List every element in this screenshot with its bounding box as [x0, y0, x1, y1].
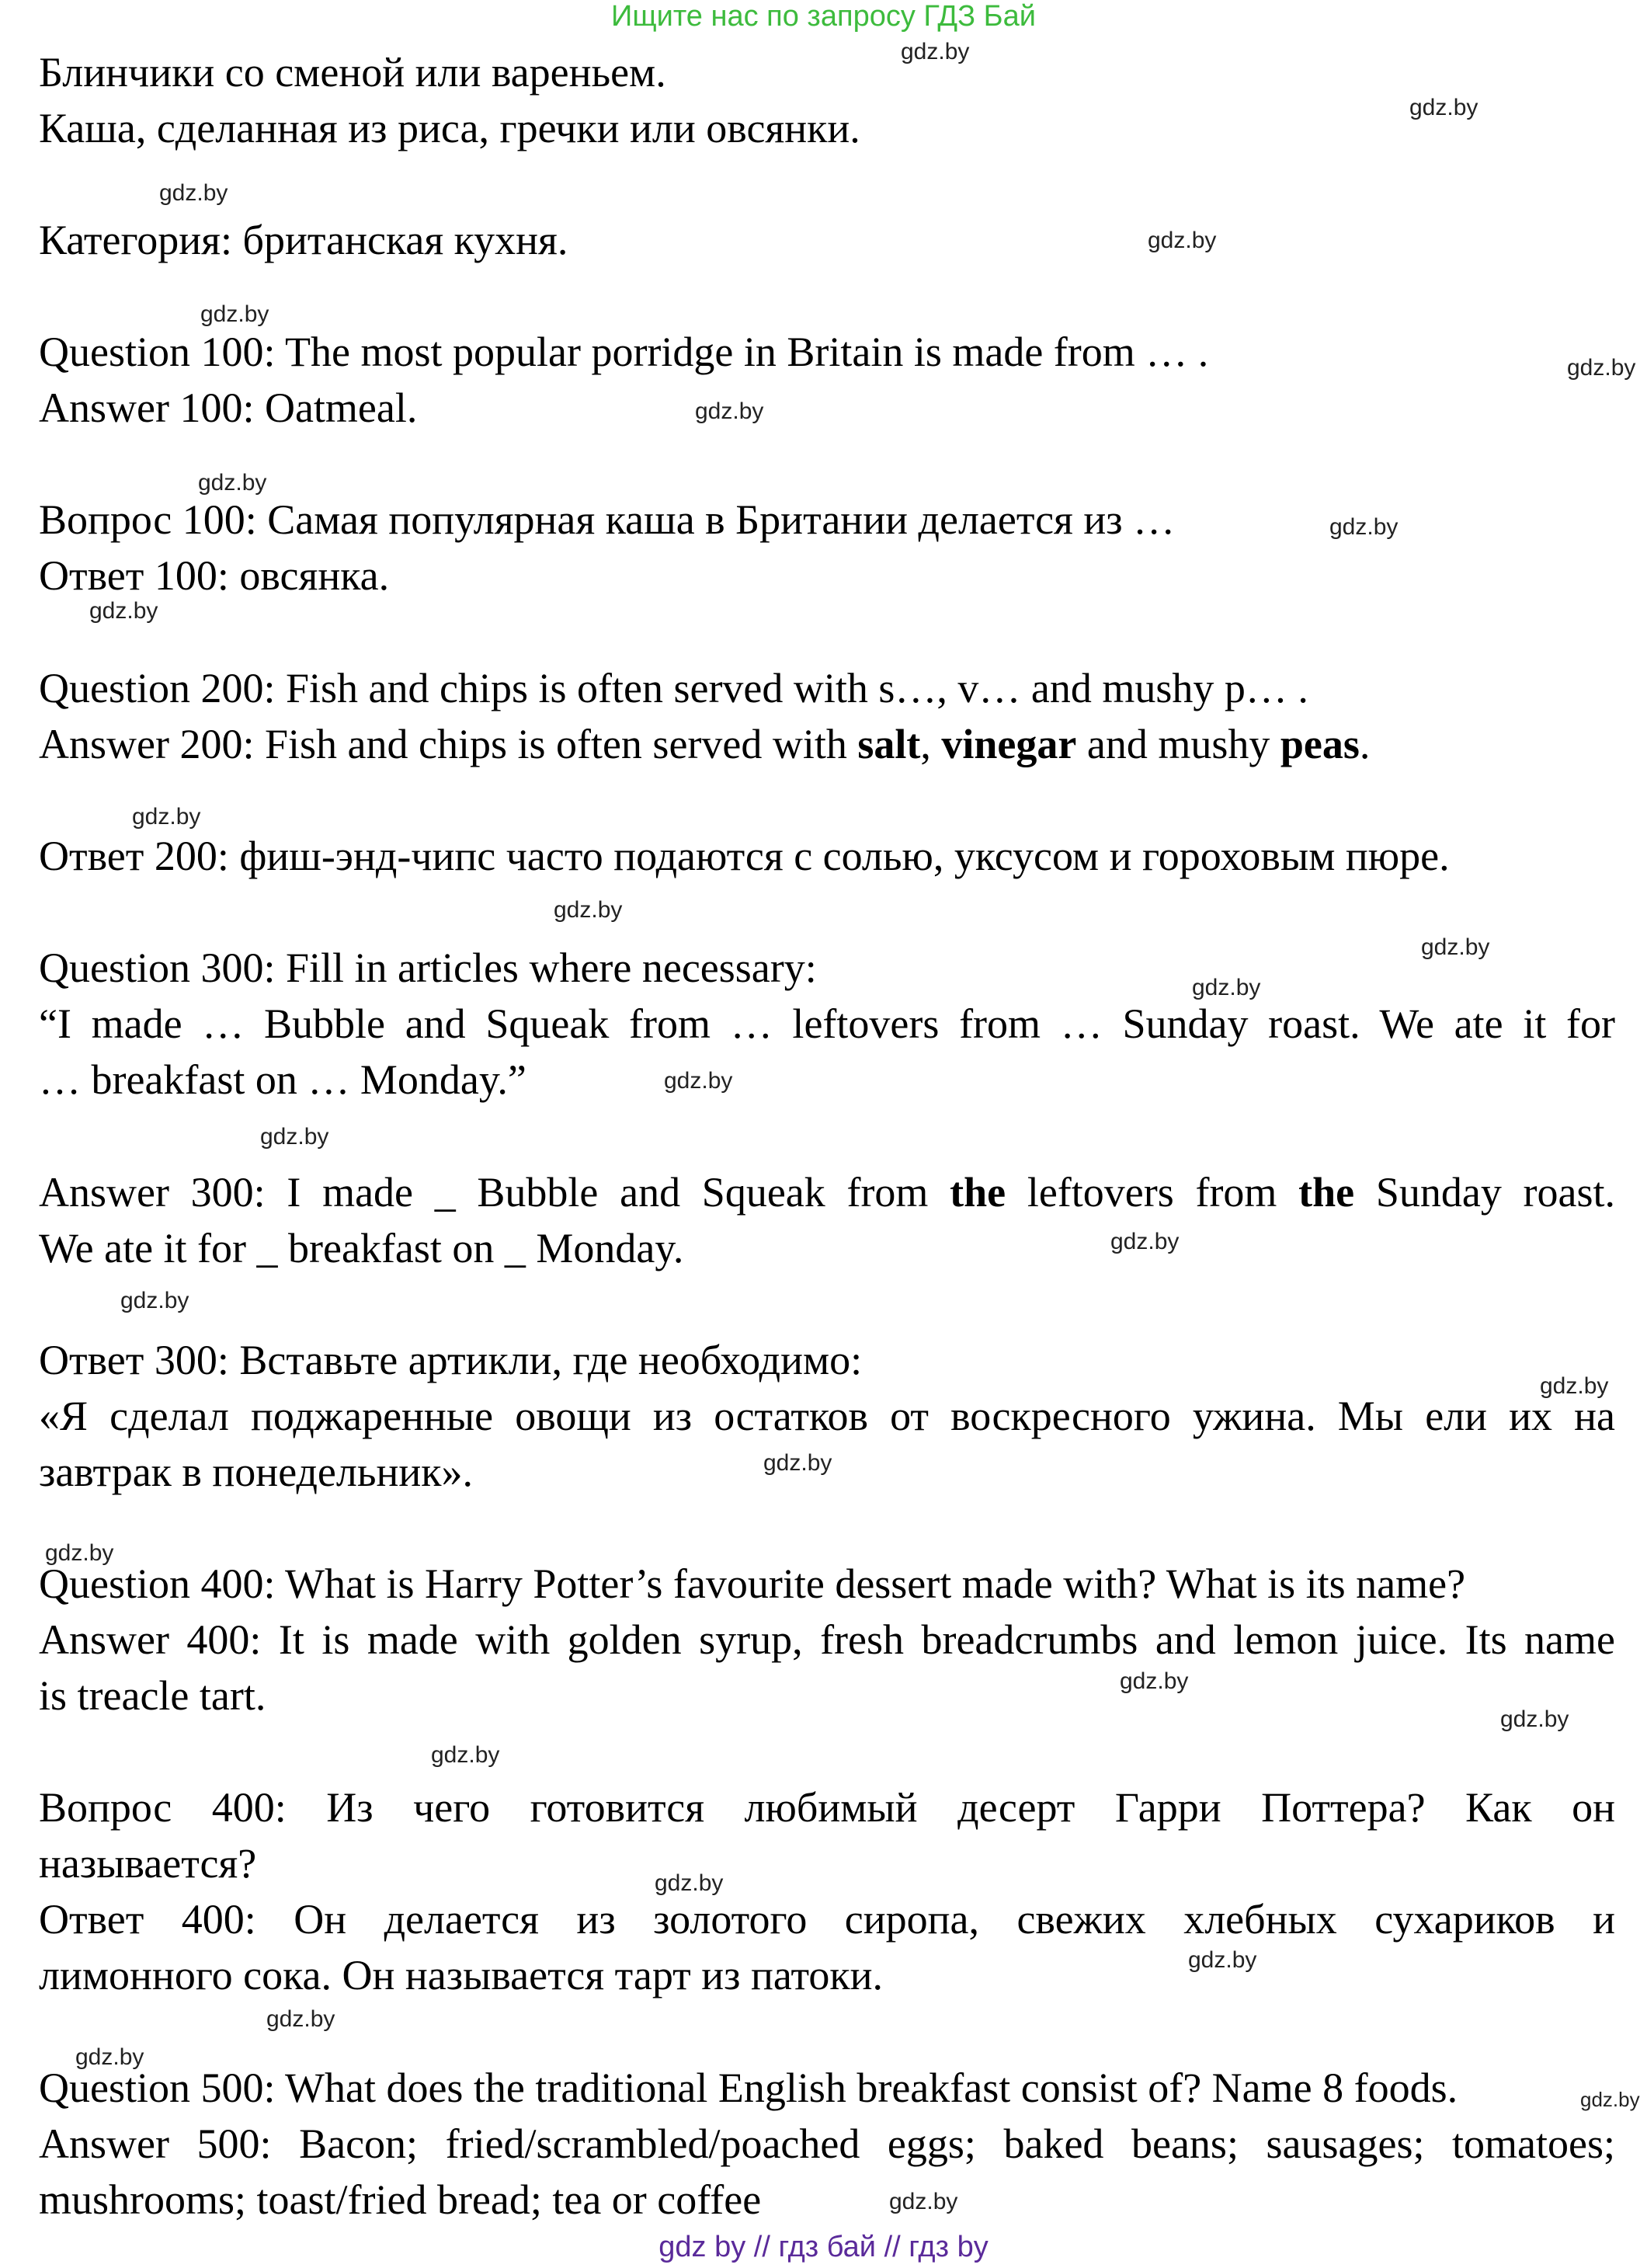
- question-100: Question 100: The most popular porridge in Britain is made from … .: [39, 329, 1209, 375]
- watermark: gdz.by: [664, 1068, 733, 1094]
- answer-400-line2: is treacle tart.: [39, 1672, 266, 1719]
- text-line: Категория: британская кухня.: [39, 217, 568, 263]
- watermark: gdz.by: [1421, 934, 1490, 960]
- watermark: gdz.by: [1540, 1373, 1609, 1399]
- answer-300-ru-line3: завтрак в понедельник».: [39, 1449, 474, 1495]
- watermark: gdz.by: [200, 301, 269, 327]
- watermark: gdz.by: [655, 1870, 724, 1896]
- watermark: gdz.by: [1148, 228, 1217, 253]
- watermark: gdz.by: [45, 1540, 114, 1566]
- answer-100: Answer 100: Oatmeal.: [39, 384, 418, 431]
- watermark: gdz.by: [1580, 2088, 1640, 2111]
- answer-200: Answer 200: Fish and chips is often served with salt, vinegar and mushy peas.: [39, 721, 1371, 767]
- text-line: Блинчики со сменой или вареньем.: [39, 49, 666, 96]
- watermark: gdz.by: [1110, 1229, 1180, 1254]
- question-400-ru-line2: называется?: [39, 1840, 257, 1887]
- watermark: gdz.by: [1329, 514, 1399, 540]
- answer-400: Answer 400: It is made with golden syrup, fresh breadcrumbs and lemon juice. Its name: [39, 1616, 1615, 1663]
- watermark: gdz.by: [89, 598, 158, 624]
- question-400: Question 400: What is Harry Potter’s favourite dessert made with? What is its name?: [39, 1560, 1466, 1607]
- watermark: gdz.by: [431, 1742, 500, 1768]
- answer-200-ru: Ответ 200: фиш-энд-чипс часто подаются с солью, уксусом и гороховым пюре.: [39, 833, 1450, 879]
- watermark: gdz.by: [198, 470, 267, 496]
- question-300-line2: “I made … Bubble and Squeak from … leftovers from … Sunday roast. We ate it for: [39, 1000, 1615, 1047]
- watermark: gdz.by: [1500, 1706, 1569, 1732]
- watermark: gdz.by: [1409, 95, 1478, 120]
- watermark: gdz.by: [763, 1450, 832, 1476]
- answer-400-ru: Ответ 400: Он делается из золотого сиропа, свежих хлебных сухариков и: [39, 1896, 1615, 1943]
- question-100-ru: Вопрос 100: Самая популярная каша в Британии делается из …: [39, 496, 1176, 543]
- answer-300-ru-line2: «Я сделал поджаренные овощи из остатков от воскресного ужина. Мы ели их на: [39, 1393, 1615, 1439]
- watermark: gdz.by: [75, 2044, 144, 2070]
- text-line: Каша, сделанная из риса, гречки или овсянки.: [39, 105, 860, 151]
- watermark: gdz.by: [901, 39, 970, 64]
- watermark: gdz.by: [1567, 355, 1636, 381]
- watermark: gdz.by: [1188, 1947, 1257, 1973]
- answer-500: Answer 500: Bacon; fried/scrambled/poached eggs; baked beans; sausages; tomatoes;: [39, 2120, 1615, 2167]
- answer-300: Answer 300: I made _ Bubble and Squeak from the leftovers from the Sunday roast.: [39, 1169, 1616, 1216]
- search-banner: Ищите нас по запросу ГДЗ Бай: [611, 0, 1036, 33]
- question-500: Question 500: What does the traditional English breakfast consist of? Name 8 foods.: [39, 2065, 1458, 2111]
- watermark: gdz.by: [132, 804, 201, 830]
- question-200: Question 200: Fish and chips is often served with s…, v… and mushy p… .: [39, 665, 1308, 711]
- question-400-ru: Вопрос 400: Из чего готовится любимый десерт Гарри Поттера? Как он: [39, 1784, 1615, 1831]
- watermark: gdz.by: [554, 897, 623, 923]
- watermark: gdz.by: [1120, 1668, 1189, 1694]
- question-300-line3: … breakfast on … Monday.”: [39, 1056, 526, 1103]
- answer-400-ru-line2: лимонного сока. Он называется тарт из патоки.: [39, 1952, 883, 1998]
- answer-300-ru: Ответ 300: Вставьте артикли, где необходимо:: [39, 1337, 863, 1383]
- question-300: Question 300: Fill in articles where necessary:: [39, 944, 817, 991]
- answer-500-line2: mushrooms; toast/fried bread; tea or coffee: [39, 2176, 762, 2223]
- watermark: gdz.by: [1192, 975, 1261, 1000]
- answer-300-line2: We ate it for _ breakfast on _ Monday.: [39, 1225, 684, 1271]
- watermark: gdz.by: [120, 1288, 189, 1313]
- watermark: gdz.by: [266, 2006, 335, 2032]
- watermark: gdz.by: [889, 2189, 958, 2214]
- watermark: gdz.by: [260, 1124, 329, 1150]
- answer-100-ru: Ответ 100: овсянка.: [39, 552, 390, 599]
- watermark: gdz.by: [695, 398, 764, 424]
- watermark: gdz.by: [159, 180, 228, 206]
- footer-links: gdz by // гдз бай // гдз by: [658, 2231, 989, 2263]
